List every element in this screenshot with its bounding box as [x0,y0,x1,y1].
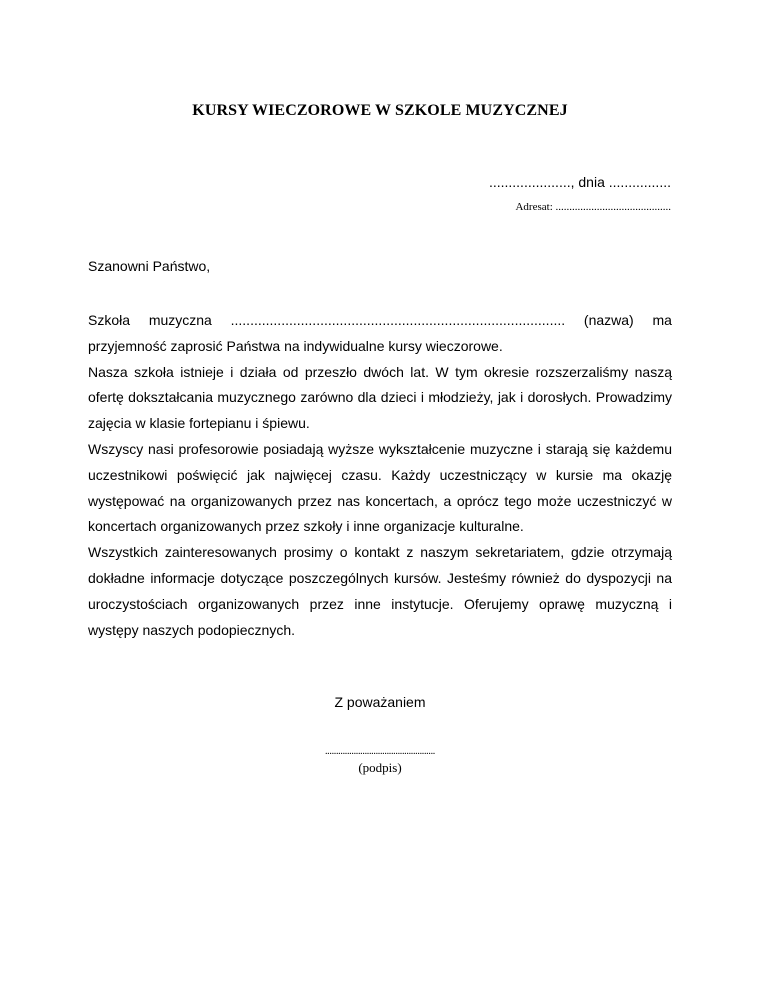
salutation: Szanowni Państwo, [88,258,211,274]
paragraph-contact: Wszystkich zainteresowanych prosimy o kontakt z naszym sekretariatem, gdzie otrzymają dokładne informacje dotyczące poszczególnych kursów. Jesteśmy również do dyspozycji na uroczystościach organizowanych przez inne instytucje. Oferujemy oprawę muzyczną i występy naszych podopiecznych. [88,544,672,638]
first-line-word-nazwa: (nazwa) [583,312,634,328]
closing-phrase: Z poważaniem [334,694,426,710]
paragraph-teachers: Wszyscy nasi profesorowie posiadają wyższe wykształcenie muzyczne i starają się każdemu uczestnikowi poświęcić jak najwięcej czasu. Każdy uczestniczący w kursie ma okazję występować na organizowanych przez nas koncertach, a oprócz tego może uczestniczyć w koncertach organizowanych przez szkoły i inne organizacje kulturalne. [88,440,672,535]
first-line-word-muzyczna: muzyczna [148,312,212,328]
signature-label: (podpis) [358,760,402,775]
addressee-line [515,201,671,213]
document-title: KURSY WIECZOROWE W SZKOLE MUZYCZNEJ [192,102,568,119]
school-name-line [88,308,672,334]
first-line-word-szkola: Szkoła [88,312,131,328]
place-date-line: ....................., dnia ................ [488,174,671,190]
paragraph-invitation: przyjemność zaprosić Państwa na indywidualne kursy wieczorowe. [88,337,503,354]
first-line-word-ma: ma [652,312,672,328]
signature-line: .................................................. [324,746,435,757]
addressee-label: Adresat: [515,201,553,213]
addressee-blank: .......................................... [552,201,671,213]
paragraph-about-school: Nasza szkoła istnieje i działa od przeszło dwóch lat. W tym okresie rozszerzaliśmy naszą ofertę dokształcania muzycznego zarówno dla dzieci i młodzieży, jak i dorosłych. Prowadzimy zajęcia w klasie fortepianu i śpiewu. [88,363,672,432]
letter-body [88,308,672,643]
school-name-blank: ...................................................................................... [230,312,566,328]
